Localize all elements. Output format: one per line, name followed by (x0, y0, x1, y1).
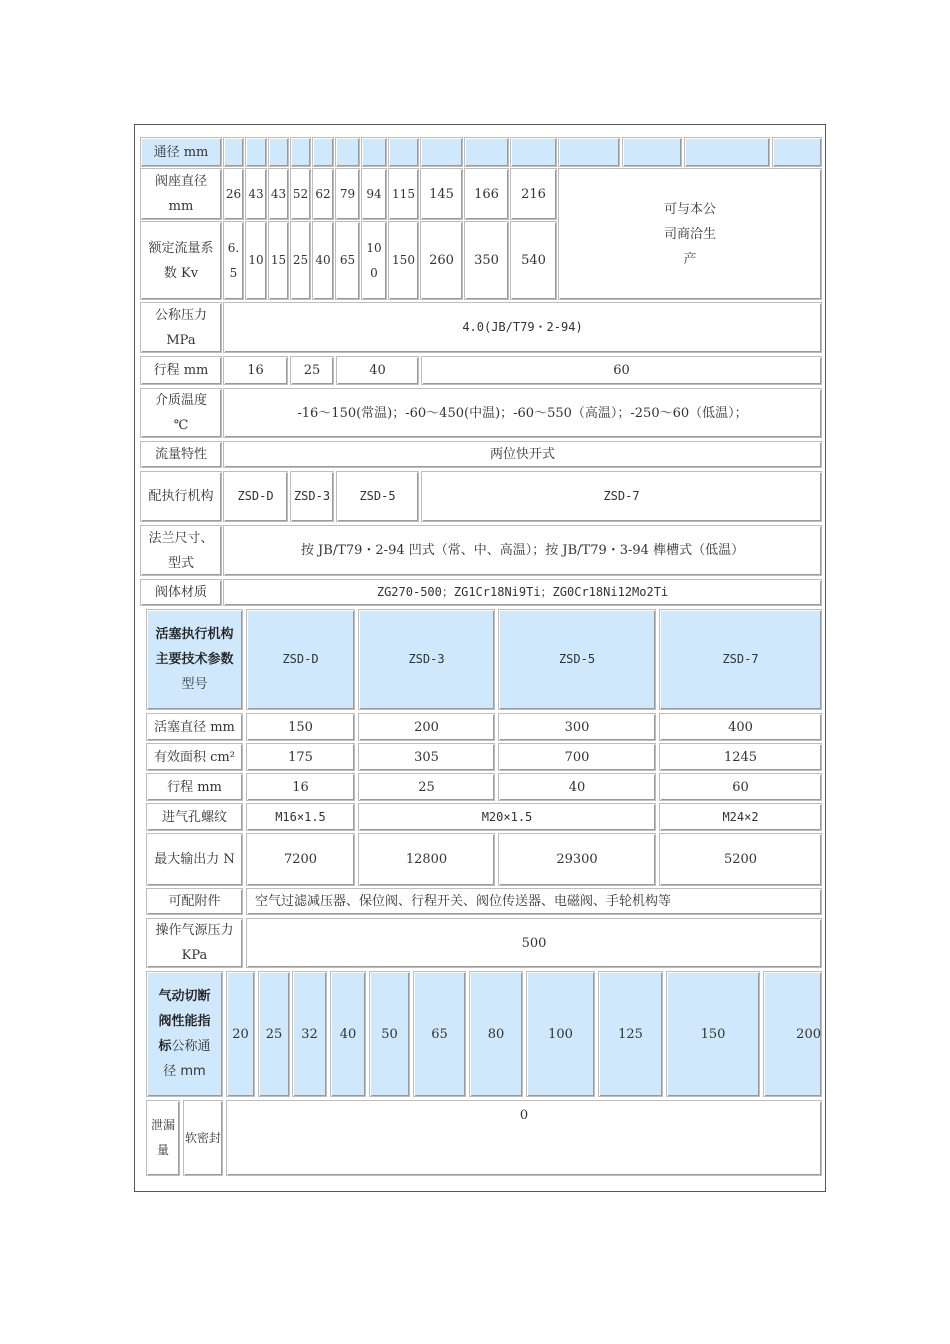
piston-row-label: 有效面积 cm² (146, 743, 243, 771)
section-title-tail: 公称通径 mm (163, 1039, 211, 1079)
nominal-pressure-value: 4.0(JB/T79・2-94) (223, 302, 822, 353)
body-material-value: ZG270-500；ZG1Cr18Ni9Ti；ZG0Cr18Ni12Mo2Ti (223, 579, 822, 606)
accessories-label: 可配附件 (146, 888, 243, 915)
stroke-value: 40 (336, 356, 419, 385)
piston-row-value: 1245 (659, 743, 822, 771)
piston-model-header: ZSD-5 (498, 609, 656, 710)
stroke-value: 16 (223, 356, 288, 385)
seat-diameter-value: 26 (223, 168, 244, 220)
header-blank-cell (420, 137, 463, 167)
seat-diameter-value: 52 (290, 168, 311, 220)
leakage-label: 泄漏量 (146, 1100, 180, 1176)
actuator-value: ZSD-7 (421, 471, 822, 522)
medium-temp-label: 介质温度 ℃ (140, 388, 222, 438)
cutoff-diameter: 100 (526, 971, 595, 1097)
seat-diameter-value: 145 (420, 168, 463, 220)
rated-flow-value: 350 (464, 221, 509, 300)
flange-value: 按 JB/T79・2-94 凹式（常、中、高温）；按 JB/T79・3-94 榫槽式（低温） (223, 525, 822, 576)
piston-model-header: ZSD-7 (659, 609, 822, 710)
seat-diameter-value: 79 (335, 168, 360, 220)
seat-diameter-value: 216 (510, 168, 557, 220)
seat-diameter-value: 43 (268, 168, 289, 220)
rated-flow-value: 6.5 (223, 221, 244, 300)
header-blank-cell (558, 137, 620, 167)
actuator-value: ZSD-3 (290, 471, 334, 522)
seat-diameter-label: 阀座直径 mm (140, 168, 222, 220)
negotiable-note: 可与本公司商洽生产 (558, 168, 822, 300)
header-blank-cell (361, 137, 387, 167)
piston-row-label: 最大输出力 N (146, 833, 243, 886)
flow-char-value: 两位快开式 (223, 441, 822, 468)
piston-row-value: 200 (358, 713, 495, 741)
rated-flow-value: 540 (510, 221, 557, 300)
rated-flow-value: 65 (335, 221, 360, 300)
piston-row-value: 16 (246, 773, 355, 801)
medium-temp-value: -16～150(常温)；-60～450(中温)；-60～550（高温）；-250～60（低温）； (223, 388, 822, 438)
stroke-value: 25 (290, 356, 334, 385)
seat-diameter-value: 94 (361, 168, 387, 220)
piston-row-value: 29300 (498, 833, 656, 886)
rated-flow-value: 150 (388, 221, 419, 300)
header-blank-cell (684, 137, 770, 167)
cutoff-diameter: 40 (330, 971, 366, 1097)
piston-row-value: 25 (358, 773, 495, 801)
header-blank-cell (622, 137, 682, 167)
rated-flow-value: 40 (312, 221, 334, 300)
seat-diameter-value: 115 (388, 168, 419, 220)
cutoff-diameter: 200 (763, 971, 822, 1097)
piston-row-value: 305 (358, 743, 495, 771)
section-title-tail: 型号 (181, 677, 208, 692)
piston-model-header: ZSD-D (246, 609, 355, 710)
piston-row-value: 40 (498, 773, 656, 801)
piston-row-label: 行程 mm (146, 773, 243, 801)
leakage-value: 0 (226, 1100, 822, 1176)
cutoff-diameter: 65 (413, 971, 466, 1097)
cutoff-diameter: 150 (666, 971, 760, 1097)
cutoff-diameter: 80 (469, 971, 523, 1097)
piston-row-value: 300 (498, 713, 656, 741)
cutoff-diameter: 20 (226, 971, 255, 1097)
piston-row-value: 700 (498, 743, 656, 771)
supply-pressure-label: 操作气源压力 KPa (146, 918, 243, 968)
supply-pressure-value: 500 (246, 918, 822, 968)
rated-flow-value: 10 (245, 221, 267, 300)
piston-row-label: 活塞直径 mm (146, 713, 243, 741)
piston-row-value: 12800 (358, 833, 495, 886)
piston-row-value: 400 (659, 713, 822, 741)
actuator-value: ZSD-5 (336, 471, 419, 522)
header-blank-cell (268, 137, 289, 167)
cutoff-section-title (146, 971, 223, 1097)
actuator-label: 配执行机构 (140, 471, 222, 522)
rated-flow-value: 260 (420, 221, 463, 300)
header-row-label: 通径 mm (140, 137, 222, 167)
piston-model-header: ZSD-3 (358, 609, 495, 710)
piston-row-value: M24×2 (659, 803, 822, 831)
piston-row-label: 进气孔螺纹 (146, 803, 243, 831)
cutoff-diameter: 25 (258, 971, 290, 1097)
flange-label: 法兰尺寸、型式 (140, 525, 222, 576)
piston-row-value: 150 (246, 713, 355, 741)
piston-row-value: 7200 (246, 833, 355, 886)
rated-flow-label: 额定流量系数 Kv (140, 221, 222, 300)
cutoff-diameter: 125 (598, 971, 663, 1097)
header-blank-cell (388, 137, 419, 167)
rated-flow-value: 15 (268, 221, 289, 300)
header-blank-cell (335, 137, 360, 167)
leakage-sublabel: 软密封 (183, 1100, 223, 1176)
piston-row-value: 60 (659, 773, 822, 801)
seat-diameter-value: 62 (312, 168, 334, 220)
actuator-value: ZSD-D (223, 471, 288, 522)
header-blank-cell (290, 137, 311, 167)
section-title: 活塞执行机构主要技术参数 (155, 627, 234, 667)
cutoff-diameter: 50 (369, 971, 410, 1097)
header-blank-cell (464, 137, 509, 167)
piston-section-title (146, 609, 243, 710)
accessories-value: 空气过滤减压器、保位阀、行程开关、阀位传送器、电磁阀、手轮机构等 (246, 888, 822, 915)
nominal-pressure-label: 公称压力 MPa (140, 302, 222, 353)
rated-flow-value: 25 (290, 221, 311, 300)
piston-row-value: 5200 (659, 833, 822, 886)
stroke-label: 行程 mm (140, 356, 222, 385)
piston-row-value: M16×1.5 (246, 803, 355, 831)
rated-flow-value: 100 (361, 221, 387, 300)
cutoff-diameter: 32 (292, 971, 327, 1097)
flow-char-label: 流量特性 (140, 441, 222, 468)
body-material-label: 阀体材质 (140, 579, 222, 606)
piston-row-value: M20×1.5 (358, 803, 656, 831)
stroke-value: 60 (421, 356, 822, 385)
header-blank-cell (245, 137, 267, 167)
header-blank-cell (223, 137, 244, 167)
header-blank-cell (510, 137, 557, 167)
header-blank-cell (772, 137, 822, 167)
header-blank-cell (312, 137, 334, 167)
seat-diameter-value: 43 (245, 168, 267, 220)
section-title: 气动切断阀性能指标 (158, 989, 211, 1054)
seat-diameter-value: 166 (464, 168, 509, 220)
piston-row-value: 175 (246, 743, 355, 771)
